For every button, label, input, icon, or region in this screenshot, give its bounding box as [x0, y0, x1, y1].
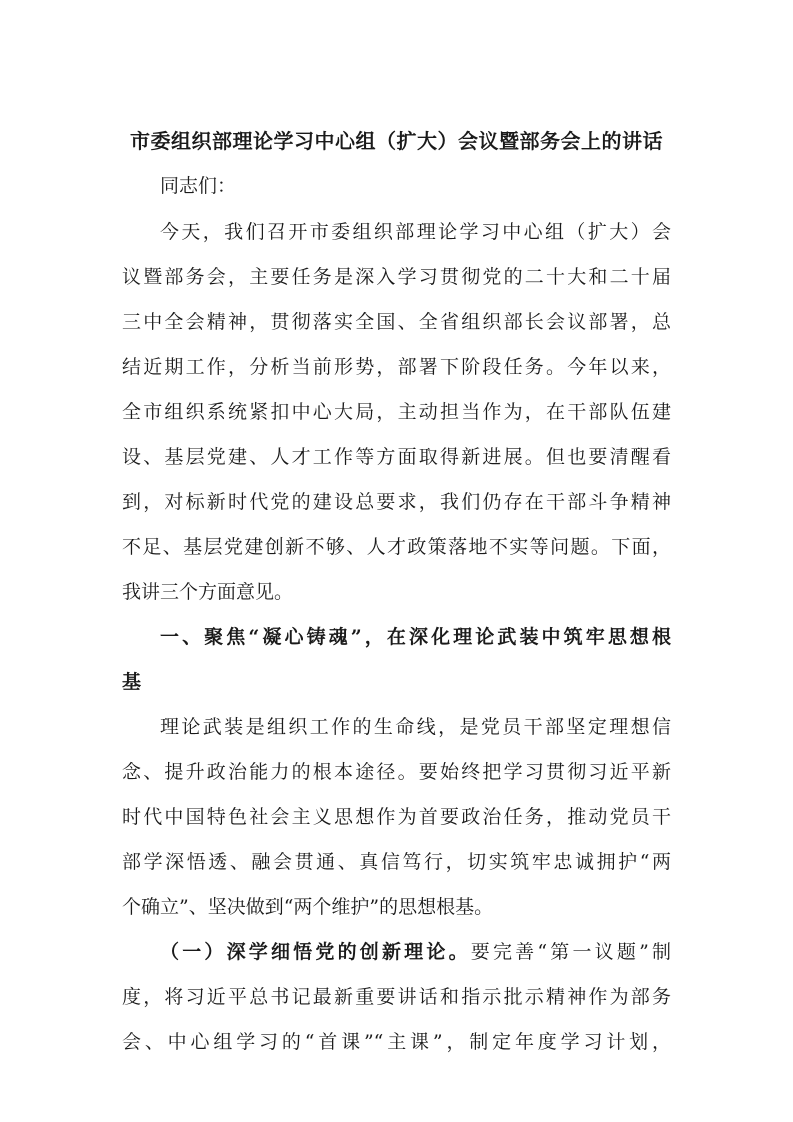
- intro-line: 不足、基层党建创新不够、人才政策落地不实等问题。下面，: [122, 536, 671, 558]
- intro-line: 到，对标新时代党的建设总要求，我们仍存在干部斗争精神: [122, 491, 671, 513]
- intro-line: 设、基层党建、人才工作等方面取得新进展。但也要清醒看: [122, 446, 671, 468]
- subsection-line: 会、中心组学习的“首课”“主课”，制定年度学习计划，: [122, 1031, 671, 1053]
- section-heading: 一、聚焦“凝心铸魂”，在深化理论武装中筑牢思想根: [160, 626, 671, 648]
- subsection-line: [122, 937, 671, 967]
- intro-line: 全市组织系统紧扣中心大局，主动担当作为，在干部队伍建: [122, 401, 671, 423]
- salutation: 同志们：: [160, 175, 237, 197]
- intro-line: 三中全会精神，贯彻落实全国、全省组织部长会议部署，总: [122, 311, 671, 333]
- theory-line: 个确立”、坚决做到“两个维护”的思想根基。: [122, 896, 494, 918]
- theory-line: 时代中国特色社会主义思想作为首要政治任务，推动党员干: [122, 806, 671, 828]
- subsection-line: 度，将习近平总书记最新重要讲话和指示批示精神作为部务: [122, 986, 671, 1008]
- theory-line: 理论武装是组织工作的生命线，是党员干部坚定理想信: [160, 716, 671, 738]
- theory-line: 念、提升政治能力的根本途径。要始终把学习贯彻习近平新: [122, 761, 671, 783]
- subsection-text: 要完善“第一议题”制: [470, 941, 671, 963]
- section-heading: 基: [122, 671, 142, 693]
- document-title: 市委组织部理论学习中心组（扩大）会议暨部务会上的讲话: [130, 129, 663, 153]
- intro-line: 结近期工作，分析当前形势，部署下阶段任务。今年以来，: [122, 356, 671, 378]
- theory-line: 部学深悟透、融会贯通、真信笃行，切实筑牢忠诚拥护“两: [122, 851, 671, 873]
- intro-line: 我讲三个方面意见。: [122, 581, 294, 603]
- subsection-lead: （一）深学细悟党的创新理论。: [160, 941, 471, 963]
- intro-line: 今天，我们召开市委组织部理论学习中心组（扩大）会: [160, 221, 671, 243]
- intro-line: 议暨部务会，主要任务是深入学习贯彻党的二十大和二十届: [122, 266, 671, 288]
